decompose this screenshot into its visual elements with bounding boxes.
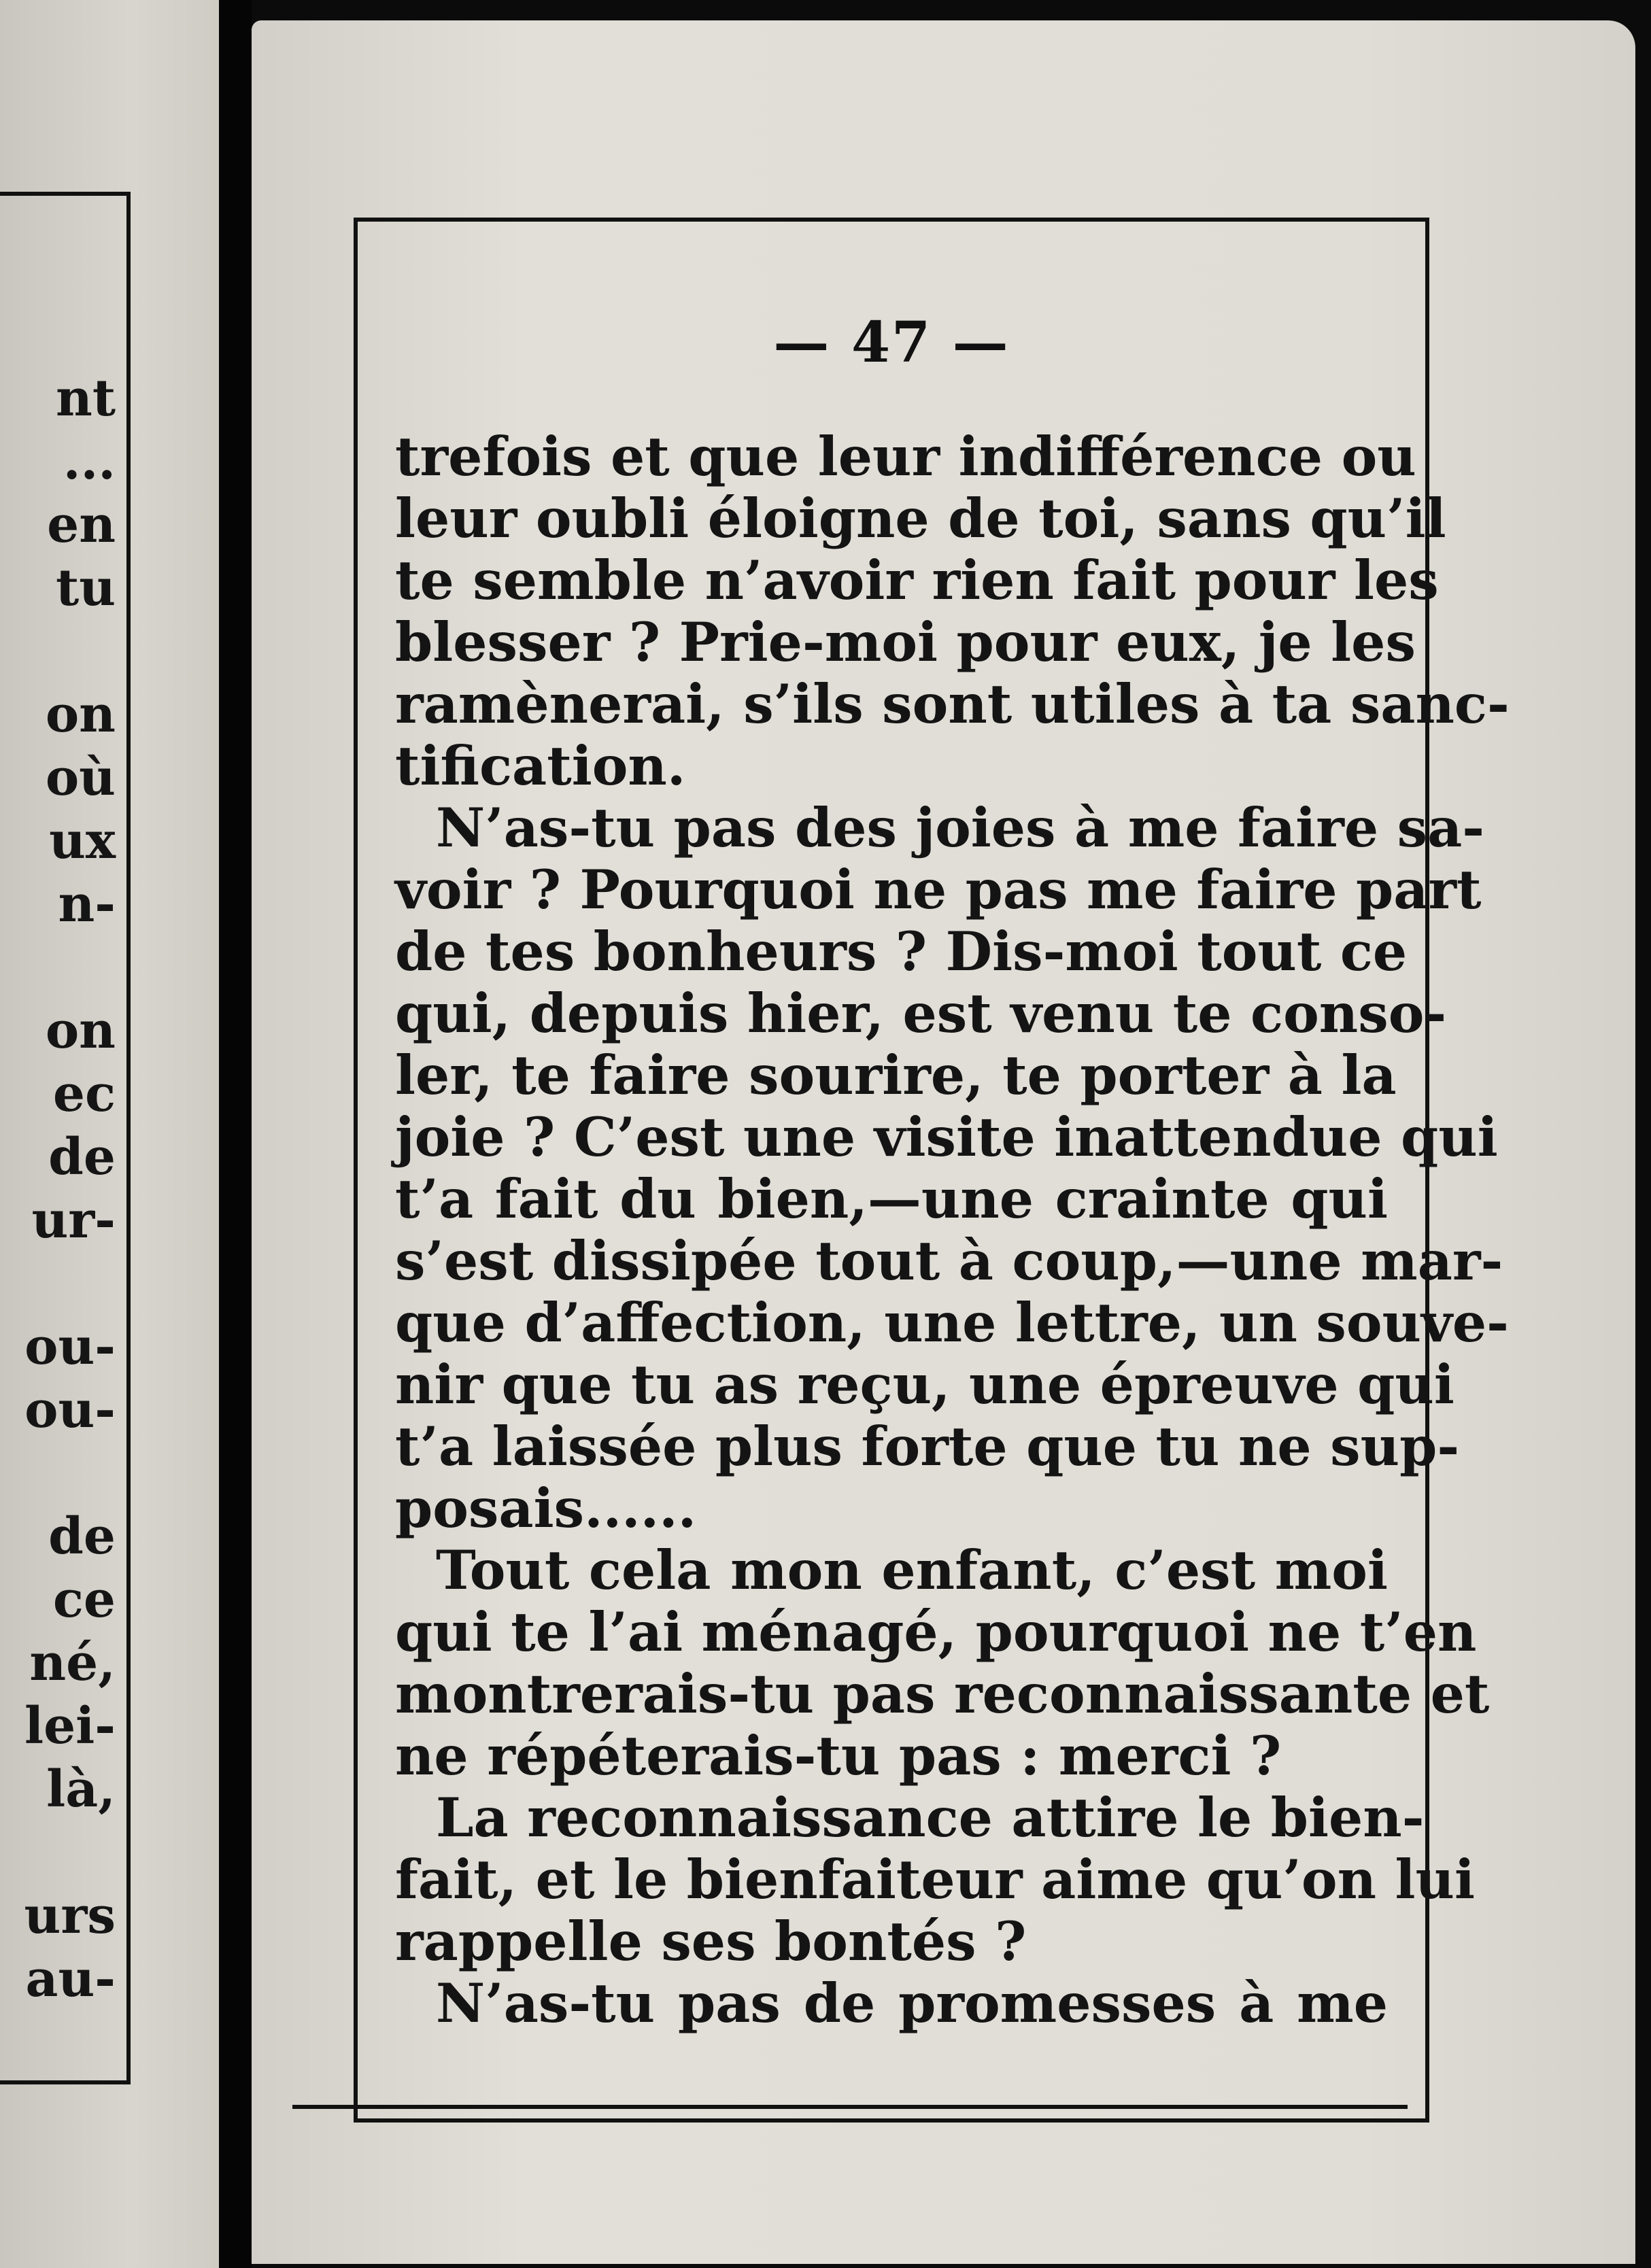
previous-page-fragment: où (45, 749, 116, 807)
previous-page-fragment: on (45, 1001, 116, 1060)
previous-page-fragment: n- (58, 875, 116, 933)
previous-page-fragment: en (47, 496, 116, 554)
previous-page-fragment (0, 1252, 116, 1316)
previous-page-fragment: ou- (24, 1381, 116, 1439)
previous-page-fragment: ec (52, 1065, 116, 1123)
text-line: ler, te faire sourire, te porter à la (395, 1044, 1397, 1107)
previous-page-fragment: on (45, 685, 116, 744)
previous-page-fragment (0, 620, 116, 683)
previous-page-fragment: ce (52, 1570, 116, 1629)
text-line: rappelle ses bontés ? (395, 1910, 1027, 1973)
text-line: posais...... (395, 1477, 697, 1540)
text-line: que d’affection, une lettre, un souve- (395, 1291, 1509, 1354)
text-line: te semble n’avoir rien fait pour les (395, 549, 1439, 612)
previous-page-fragment (0, 1442, 116, 1505)
text-line: fait, et le bienfaiteur aime qu’on lui (395, 1848, 1475, 1911)
text-line: La reconnaissance attire le bien- (436, 1786, 1425, 1849)
previous-page-fragment: lei- (24, 1697, 116, 1755)
text-line: t’a fait du bien,—une crainte qui (395, 1167, 1388, 1231)
text-line: s’est dissipée tout à coup,—une mar- (395, 1229, 1503, 1292)
previous-page-text (0, 367, 116, 2011)
text-line: blesser ? Prie-moi pour eux, je les (395, 611, 1416, 674)
bottom-rule (292, 2105, 1408, 2109)
text-line: tification. (395, 734, 686, 797)
previous-page-fragment (0, 1821, 116, 1885)
text-line: trefois et que leur indifférence ou (395, 425, 1416, 488)
page-body (395, 425, 1510, 2035)
page-number: — 47 — (773, 310, 1010, 375)
text-line: leur oubli éloigne de toi, sans qu’il (395, 487, 1446, 550)
previous-page-fragment: tu (56, 559, 116, 617)
previous-page-fragment: là, (46, 1760, 116, 1819)
previous-page-fragment: ... (63, 432, 116, 491)
previous-page-fragment (0, 936, 116, 999)
text-line: N’as-tu pas de promesses à me (436, 1972, 1388, 2035)
previous-page-fragment: urs (24, 1887, 116, 1945)
previous-page-fragment: né, (29, 1634, 116, 1692)
previous-page-fragment: ur- (31, 1191, 116, 1250)
text-line: nir que tu as reçu, une épreuve qui (395, 1353, 1454, 1416)
text-line: montrerais-tu pas reconnaissante et (395, 1662, 1490, 1725)
previous-page-fragment: nt (56, 369, 116, 428)
previous-page-fragment: au- (25, 1950, 116, 2008)
text-line: de tes bonheurs ? Dis-moi tout ce (395, 920, 1408, 983)
text-line: Tout cela mon enfant, c’est moi (436, 1539, 1388, 1602)
previous-page (0, 0, 219, 2268)
text-line: qui, depuis hier, est venu te conso- (395, 982, 1447, 1045)
text-line: joie ? C’est une visite inattendue qui (395, 1105, 1498, 1169)
text-line: N’as-tu pas des joies à me faire sa- (436, 796, 1485, 859)
text-line: ne répéterais-tu pas : merci ? (395, 1724, 1282, 1787)
page-frame (354, 218, 1510, 2123)
book-gutter (219, 0, 252, 2268)
previous-page-fragment: ux (49, 812, 116, 870)
previous-page-fragment: de (48, 1128, 116, 1186)
text-line: t’a laissée plus forte que tu ne sup- (395, 1415, 1460, 1478)
previous-page-fragment: ou- (24, 1318, 116, 1376)
book-page (252, 20, 1635, 2264)
previous-page-fragment: de (48, 1507, 116, 1566)
text-line: ramènerai, s’ils sont utiles à ta sanc- (395, 672, 1510, 736)
text-line: voir ? Pourquoi ne pas me faire part (395, 858, 1482, 921)
text-line: qui te l’ai ménagé, pourquoi ne t’en (395, 1600, 1477, 1664)
